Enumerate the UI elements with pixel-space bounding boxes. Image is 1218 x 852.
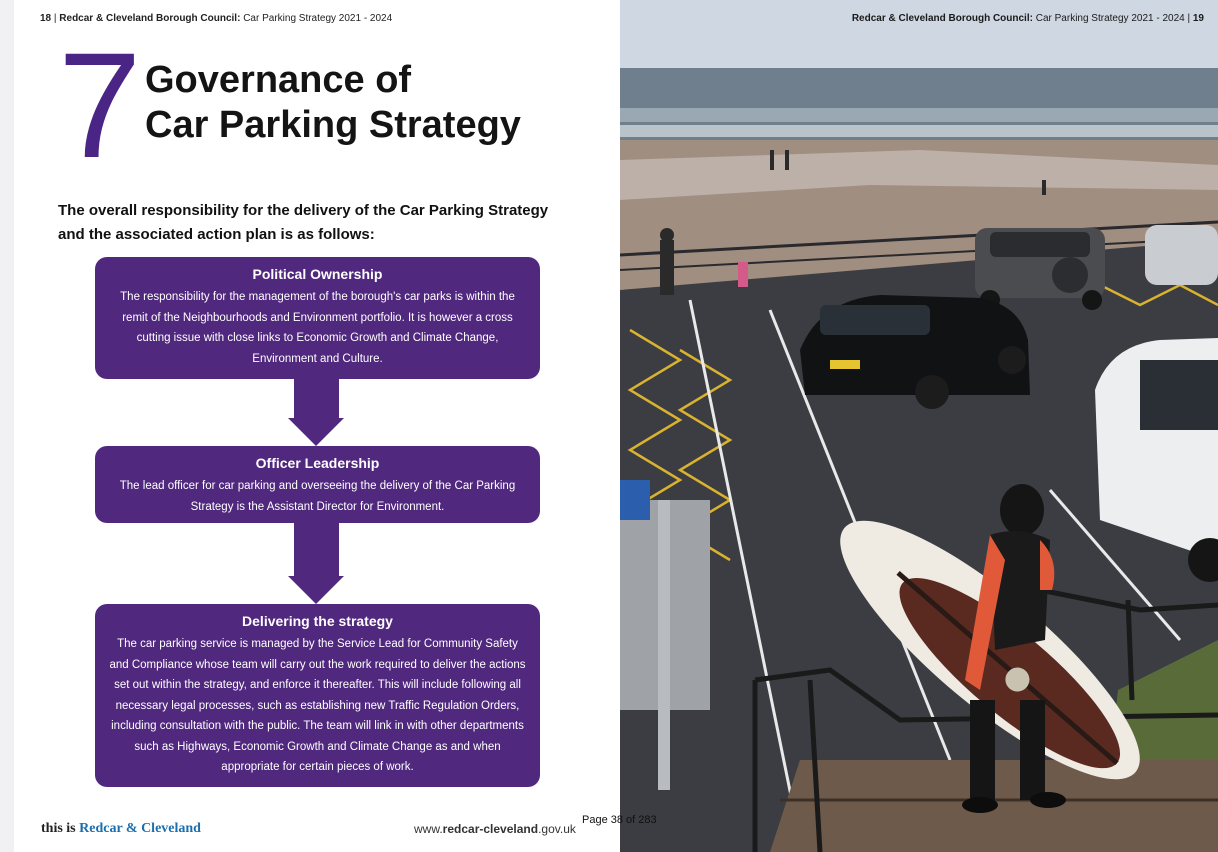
step-title: Delivering the strategy — [242, 613, 393, 629]
page-number-right: 19 — [1192, 13, 1204, 24]
brand-name: Redcar & Cleveland — [79, 821, 201, 836]
beach-car-park-photo — [620, 0, 1218, 852]
header-org-right: Redcar & Cleveland Borough Council: — [851, 13, 1033, 24]
step-political-ownership — [95, 257, 540, 379]
footer-brand — [41, 821, 201, 837]
header-doc-right: Car Parking Strategy 2021 - 2024 — [1035, 13, 1185, 24]
step-delivering-strategy — [95, 604, 540, 787]
page-header-right: Redcar & Cleveland Borough Council: Car Parking Strategy 2021 - 2024 | 19 — [851, 13, 1204, 24]
step-title: Political Ownership — [252, 266, 383, 282]
chapter-number: 7 — [58, 21, 138, 189]
footer-url[interactable] — [414, 822, 576, 836]
step-officer-leadership — [95, 446, 540, 523]
url-prefix: www. — [414, 822, 443, 836]
left-page — [14, 0, 620, 852]
page-header-left: 18 | Redcar & Cleveland Borough Council: Car Parking Strategy 2021 - 2024 — [40, 13, 393, 24]
page-indicator: Page 38 of 283 — [582, 814, 657, 826]
right-page — [620, 0, 1218, 852]
header-doc-left: Car Parking Strategy 2021 - 2024 — [243, 13, 393, 24]
title-line-1: Governance of — [145, 59, 412, 101]
url-suffix: .gov.uk — [538, 822, 576, 836]
step-title: Officer Leadership — [255, 455, 380, 471]
url-domain: redcar-cleveland — [442, 822, 539, 836]
page-number-left: 18 — [40, 13, 52, 24]
step-text: The car parking service is managed by the Service Lead for Community Safety and Compliance whose team will carry out the work required to deliver the actions set out within the strategy, and enforce it thereafter. This will include following all necessary legal processes, such as establishing new Traffic Regulation Orders, including consultation with the public. The team will link in with other departments such as Highways, Economic Growth and Climate Change as and when appropriate for certain pieces of work. — [109, 638, 526, 773]
header-org-left: Redcar & Cleveland Borough Council: — [59, 13, 241, 24]
step-text: The lead officer for car parking and overseeing the delivery of the Car Parking Strategy is the Assistant Director for Environment. — [119, 480, 516, 513]
brand-prefix: this is — [41, 821, 76, 836]
page-title — [145, 58, 521, 148]
step-text: The responsibility for the management of the borough's car parks is within the remit of the Neighbourhoods and Environment portfolio. It is however a cross cutting issue with close links to Economic Growth and Climate Change, Environment and Culture. — [120, 291, 515, 365]
title-line-2: Car Parking Strategy — [145, 104, 521, 146]
intro-text: The overall responsibility for the delivery of the Car Parking Strategy and the associated action plan is as follows: — [58, 202, 549, 243]
